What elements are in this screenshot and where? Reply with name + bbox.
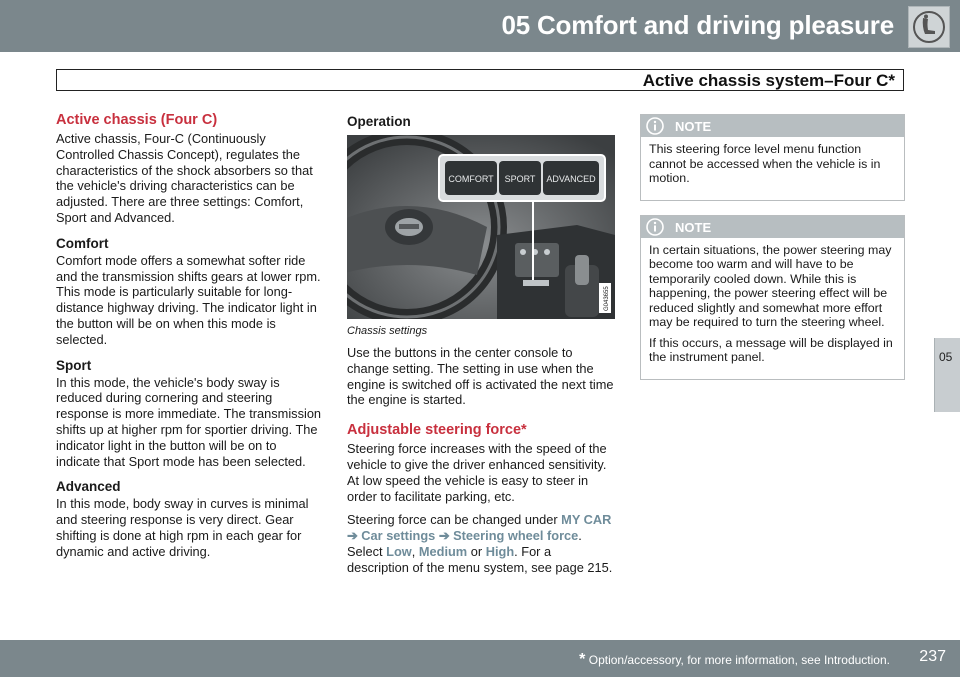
chapter-tab[interactable] <box>934 338 960 412</box>
column-1 <box>56 112 324 560</box>
note-1-text: This steering force level menu function cannot be accessed when the vehicle is in motion. <box>649 142 881 185</box>
heading-operation: Operation <box>347 114 411 129</box>
note-2-text-1: In certain situations, the power steering may become too warm and will have to be temporarily cooled down. While this is happening, the power steering effect will be reduced slightly and somewhat more effort may be required to turn the steering wheel. <box>649 242 892 329</box>
heading-sport: Sport <box>56 357 92 373</box>
info-icon <box>646 218 664 236</box>
option-high: High <box>485 543 515 559</box>
car-seat-icon <box>912 10 946 44</box>
header-bar <box>0 0 960 52</box>
column-2 <box>347 112 615 576</box>
note-header <box>641 216 904 238</box>
note-2-text-2: If this occurs, a message will be displayed in the instrument panel. <box>649 335 893 364</box>
image-code: G043655 <box>604 286 610 311</box>
option-medium: Medium <box>418 543 468 559</box>
image-caption: Chassis settings <box>347 325 428 337</box>
chapter-icon <box>908 6 950 48</box>
note-label: NOTE <box>675 119 712 134</box>
menu-steering-force: Steering wheel force <box>453 528 579 544</box>
comfort-text: Comfort mode offers a somewhat softer ride and the transmission shifts gears at lower rpm. This mode is particularly suitable for long-distance highway driving. The indicator light in the button will be on when this mode is selected. <box>56 252 321 347</box>
section-title: Active chassis system–Four C* <box>642 71 895 90</box>
menu-my-car: MY CAR <box>561 512 612 528</box>
heading-active-chassis: Active chassis (Four C) <box>56 112 218 128</box>
sport-text: In this mode, the vehicle's body sway is reduced during cornering and steering response is more immediate. The transmission shifts up at higher rpm for sportier driving. The indicator light in the button will be on to indicate that Sport mode has been selected. <box>56 374 322 469</box>
note-box-2 <box>640 215 905 380</box>
heading-advanced: Advanced <box>56 479 121 495</box>
chapter-title: 05 Comfort and driving pleasure <box>501 10 894 40</box>
dashboard-illustration <box>347 135 615 319</box>
footnote: * Option/accessory, for more information, see Introduction. <box>579 651 890 668</box>
operation-text: Use the buttons in the center console to change setting. The setting in use when the engine is switched off is activated the next time the engine is started. <box>347 345 614 408</box>
steering-change-text: Steering force can be changed under MY CAR ➔ Car settings ➔ Steering wheel force. Select Low, Medium or High. For a description of the menu system, see page 215. <box>347 512 613 575</box>
note-header <box>641 115 904 137</box>
advanced-text: In this mode, body sway in curves is minimal and steering response is very direct. Gear shifting is done at high rpm in each gear for dynamic and active driving. <box>56 496 309 559</box>
chassis-settings-image <box>347 135 615 319</box>
comfort-button-label: COMFORT <box>448 174 494 184</box>
note-label: NOTE <box>675 219 712 235</box>
note-box-1 <box>640 114 905 201</box>
steering-text: Steering force increases with the speed of the vehicle to give the driver enhanced sensitivity. At low speed the vehicle is easy to steer in order to facilitate parking, etc. <box>347 441 607 504</box>
info-icon <box>646 117 664 135</box>
option-low: Low <box>386 543 412 559</box>
menu-car-settings: Car settings <box>361 528 436 544</box>
sport-button-label: SPORT <box>504 174 536 184</box>
section-header <box>56 69 904 91</box>
intro-text: Active chassis, Four-C (Continuously Controlled Chassis Concept), regulates the characteristics of the shock absorbers so that the vehicle's driving characteristics can be adjusted. There are three settings: Comfort, Sport and Advanced. <box>56 131 313 225</box>
footer-bar <box>0 640 960 677</box>
page-number: 237 <box>919 648 946 665</box>
heading-comfort: Comfort <box>56 235 109 251</box>
heading-adjustable-steering: Adjustable steering force* <box>347 422 527 439</box>
chapter-tab-label: 05 <box>939 350 953 364</box>
advanced-button-label: ADVANCED <box>546 174 596 184</box>
column-3 <box>640 114 905 392</box>
